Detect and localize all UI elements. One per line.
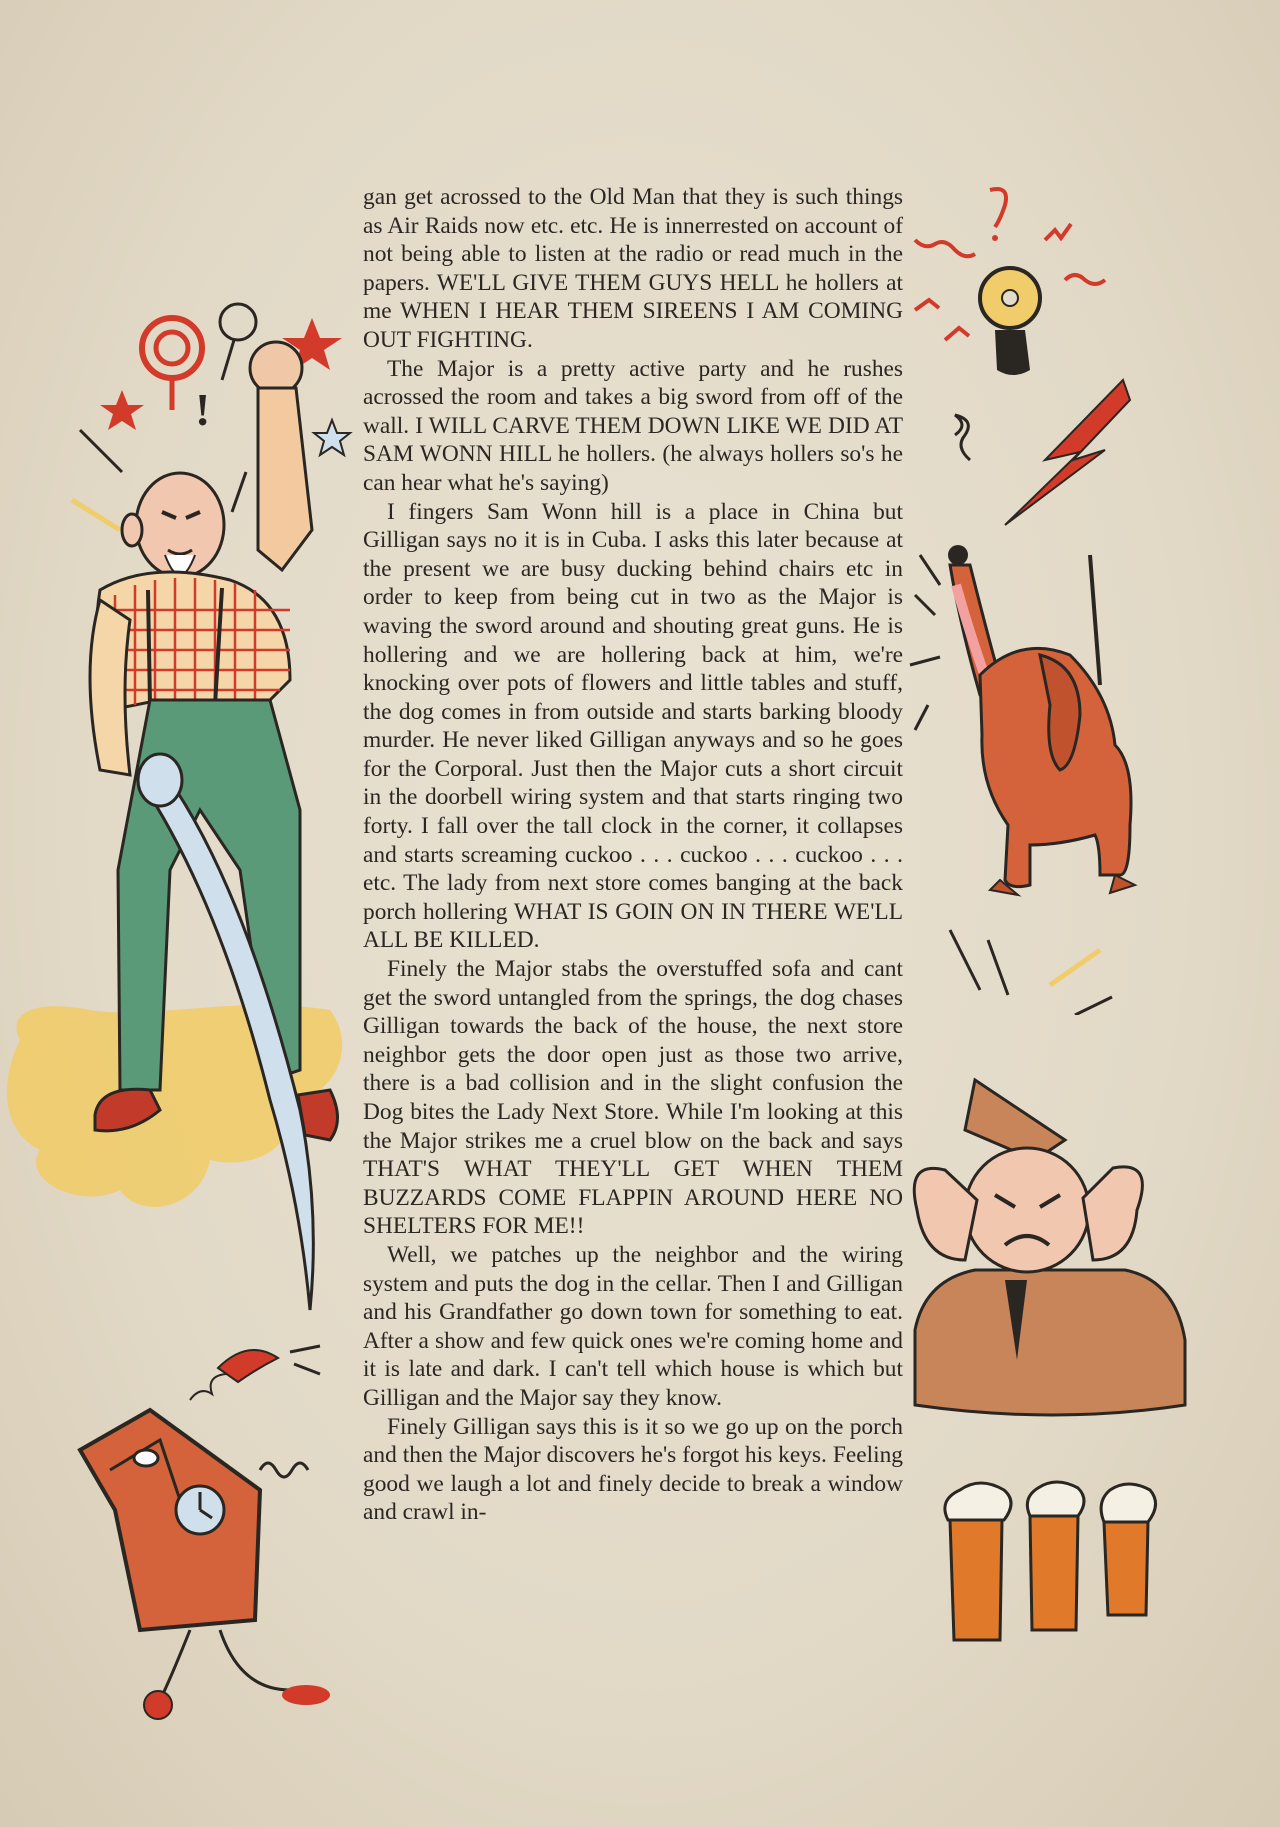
story-paragraph: The Major is a pretty active party and he rushes acrossed the room and takes a big sword from off of the wall. I WILL CARVE THEM DOWN LIKE WE DID AT SAM WONN HILL he hollers. (he always hollers so's he can hear what he's saying) — [363, 355, 903, 496]
major-with-sword-illustration — [0, 250, 360, 1320]
light-bulb-sparks-illustration — [905, 180, 1155, 550]
beer-mugs-illustration — [940, 1480, 1180, 1650]
story-paragraph: gan get acrossed to the Old Man that they is such things as Air Raids now etc. etc. He is innerrested on account of not being able to listen at the radio or read much in the papers. WE'LL GIVE THEM GUYS HELL he hollers at me WHEN I HEAR THEM SIREENS I AM COMING OUT FIGHTING. — [363, 184, 903, 353]
cuckoo-clock-illustration — [70, 1340, 360, 1720]
story-paragraph: I fingers Sam Wonn hill is a place in China but Gilligan says no it is in Cuba. I asks this later because at the present we are busy ducking behind chairs etc in order to keep from being cut in two as the Major is waving the sword around and shouting great guns. He is hollering and we are hollering back at him, we're knocking over pots of flowers and little tables and stuff, the dog comes in from outside and starts barking bloody murder. He never liked Gilligan anyways and so he goes for the Corporal. Just then the Major cuts a short circuit in the doorbell wiring system and that starts ringing two forty. I fall over the tall clock in the corner, it collapses and starts screaming cuckoo . . . cuckoo . . . cuckoo . . . etc. The lady from next store comes banging at the back porch hollering WHAT IS GOIN ON IN THERE WE'LL ALL BE KILLED. — [363, 498, 903, 954]
barking-dog-illustration — [900, 545, 1180, 1015]
story-paragraph: Well, we patches up the neighbor and the wiring system and puts the dog in the cellar. Then I and Gilligan and his Grandfather go down town for something to eat. After a show and few quick ones we're coming home and it is late and dark. I can't tell which house is which but Gilligan and the Major say they know. — [363, 1241, 903, 1411]
svg-text:!: ! — [195, 384, 211, 435]
story-paragraph: Finely the Major stabs the overstuffed sofa and cant get the sword untangled from the springs, the dog chases Gilligan towards the back of the house, the next store neighbor gets the door open just as those two arrive, there is a bad collision and in the slight confusion the Dog bites the Lady Next Store. While I'm looking at this the Major strikes me a cruel blow on the back and says THAT'S WHAT THEY'LL GET WHEN THEM BUZZARDS COME FLAPPIN AROUND HERE NO SHELTERS FOR ME!! — [363, 956, 903, 1240]
corporal-covering-ears-illustration — [905, 1060, 1195, 1420]
story-text-column — [363, 183, 903, 1527]
story-paragraph: Finely Gilligan says this is it so we go up on the porch and then the Major discovers he's forgot his keys. Feeling good we laugh a lot and finely decide to break a window and crawl in- — [363, 1413, 903, 1526]
